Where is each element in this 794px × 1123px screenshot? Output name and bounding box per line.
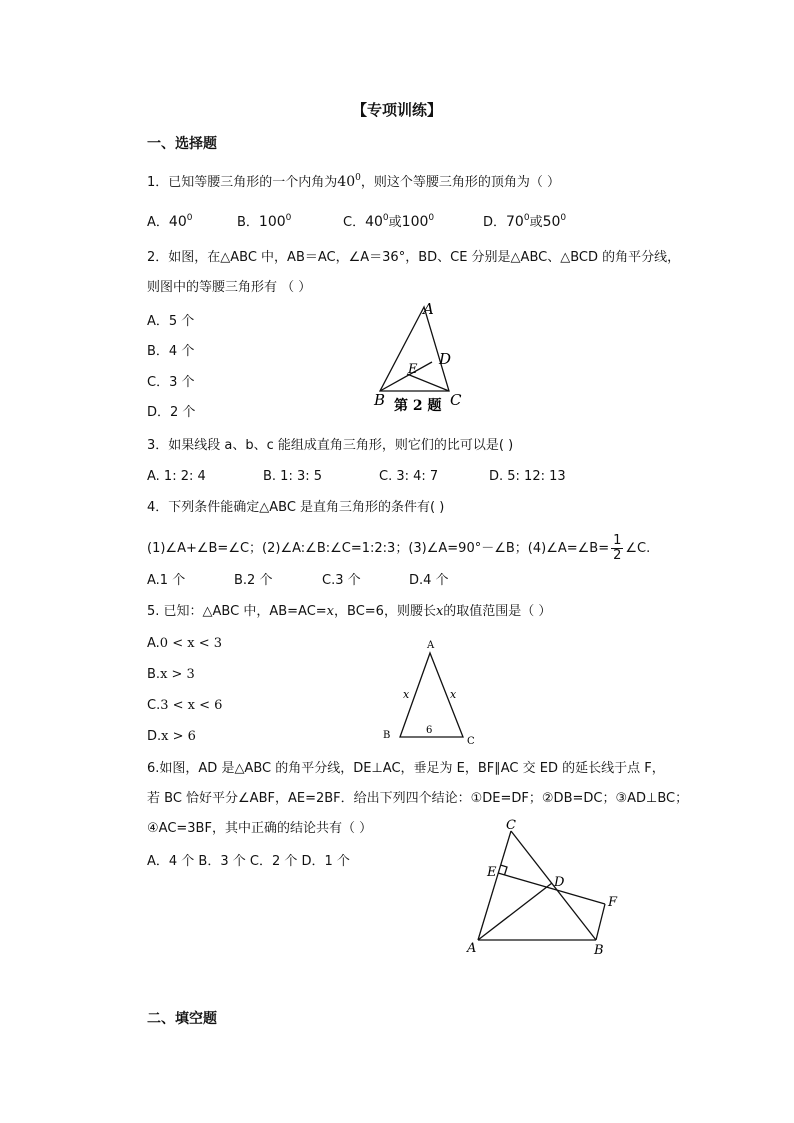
q6-label-d: D bbox=[554, 875, 565, 890]
question-6-line-1: 6.如图，AD 是△ABC 的角平分线，DE⊥AC，垂足为 E，BF∥AC 交 ED 的延长线于点 F， bbox=[147, 761, 665, 776]
q5-label-right-side: x bbox=[450, 688, 457, 701]
question-6-line-3: ④AC=3BF，其中正确的结论共有（ ） bbox=[147, 821, 373, 836]
section-heading-choice: 一、选择题 bbox=[147, 136, 217, 152]
q6-label-c: C bbox=[506, 818, 516, 833]
q2-triangle-figure bbox=[370, 296, 480, 418]
q5-label-b: B bbox=[383, 730, 391, 741]
q1-option-d: D．$70^0$或$50^0$ bbox=[483, 213, 567, 230]
question-3: 3．如果线段 a、b、c 能组成直角三角形，则它们的比可以是( ) bbox=[147, 438, 514, 453]
q1-option-b: B．$100^0$ bbox=[237, 213, 292, 230]
q1-option-a: A．$40^0$ bbox=[147, 213, 193, 230]
question-6-line-2: 若 BC 恰好平分∠ABF，AE=2BF．给出下列四个结论：①DE=DF；②DB=DC；③AD⊥BC； bbox=[147, 791, 689, 806]
q5-label-a: A bbox=[427, 640, 435, 651]
q5-label-left-side: x bbox=[403, 688, 410, 701]
q4-conditions-text: (1)∠A+∠B=∠C；(2)∠A:∠B:∠C=1:2:3；(3)∠A=90°－∠B；(4)∠A=∠B= bbox=[147, 541, 610, 556]
q6-options: A．4 个 B．3 个 C．2 个 D．1 个 bbox=[147, 854, 350, 869]
q2-label-d: D bbox=[439, 350, 452, 368]
q1-option-c: C．$40^0$或$100^0$ bbox=[343, 213, 435, 230]
q5-option-c: C.3 < x < 6 bbox=[147, 698, 223, 713]
q2-option-d: D．2 个 bbox=[147, 405, 196, 420]
q1-text-a: 1．已知等腰三角形的一个内角为 bbox=[147, 175, 338, 190]
q5-label-c: C bbox=[467, 736, 475, 747]
q4-fraction-half: $\frac{1}{2}$ bbox=[613, 533, 622, 563]
q5-label-base: 6 bbox=[426, 725, 433, 736]
q4-option-d: D.4 个 bbox=[409, 573, 449, 588]
q6-label-f: F bbox=[608, 895, 618, 910]
q2-label-e: E bbox=[408, 362, 418, 377]
section-heading-fill: 二、填空题 bbox=[147, 1011, 217, 1027]
page-title: 【专项训练】 bbox=[351, 101, 442, 119]
q2-option-c: C．3 个 bbox=[147, 375, 195, 390]
q5-option-b: B.x > 3 bbox=[147, 667, 195, 682]
q6-label-e: E bbox=[487, 865, 497, 880]
q4-option-a: A.1 个 bbox=[147, 573, 186, 588]
q6-label-b: B bbox=[594, 943, 604, 958]
q6-geometry-figure bbox=[460, 812, 630, 962]
q6-label-a: A bbox=[467, 941, 477, 956]
q4-options bbox=[147, 572, 547, 592]
q2-option-b: B．4 个 bbox=[147, 344, 195, 359]
question-2-line-2: 则图中的等腰三角形有 （ ） bbox=[147, 280, 312, 295]
q4-option-c: C.3 个 bbox=[322, 573, 361, 588]
q2-label-a: A bbox=[423, 300, 434, 318]
q5-isosceles-figure bbox=[376, 636, 486, 750]
q3-options bbox=[147, 468, 647, 488]
q1-angle: $40^0$ bbox=[337, 173, 361, 190]
q4-conditions-end: ∠C. bbox=[625, 541, 651, 556]
q2-figure-caption: 第 2 题 bbox=[394, 398, 442, 414]
q2-option-a: A．5 个 bbox=[147, 314, 195, 329]
question-2-line-1: 2．如图，在△ABC 中，AB＝AC，∠A＝36°，BD、CE 分别是△ABC、△BCD 的角平分线， bbox=[147, 250, 681, 265]
q3-option-b: B. 1: 3: 5 bbox=[263, 469, 323, 484]
question-4: 4．下列条件能确定△ABC 是直角三角形的条件有( ) bbox=[147, 500, 445, 515]
question-5: 5. 已知：△ABC 中，AB=AC=x，BC=6，则腰长x的取值范围是（ ） bbox=[147, 604, 552, 619]
q3-option-a: A. 1: 2: 4 bbox=[147, 469, 206, 484]
q4-option-b: B.2 个 bbox=[234, 573, 273, 588]
q2-label-b: B bbox=[374, 391, 386, 409]
question-1 bbox=[147, 173, 560, 192]
q1-text-b: ，则这个等腰三角形的顶角为（ ） bbox=[360, 175, 560, 190]
q2-label-c: C bbox=[450, 391, 462, 409]
q1-options bbox=[147, 213, 647, 233]
q3-option-c: C. 3: 4: 7 bbox=[379, 469, 439, 484]
q5-option-a: A.0 < x < 3 bbox=[147, 636, 222, 651]
q4-conditions bbox=[147, 534, 650, 562]
q5-option-d: D.x > 6 bbox=[147, 729, 196, 744]
q3-option-d: D. 5: 12: 13 bbox=[489, 469, 566, 484]
